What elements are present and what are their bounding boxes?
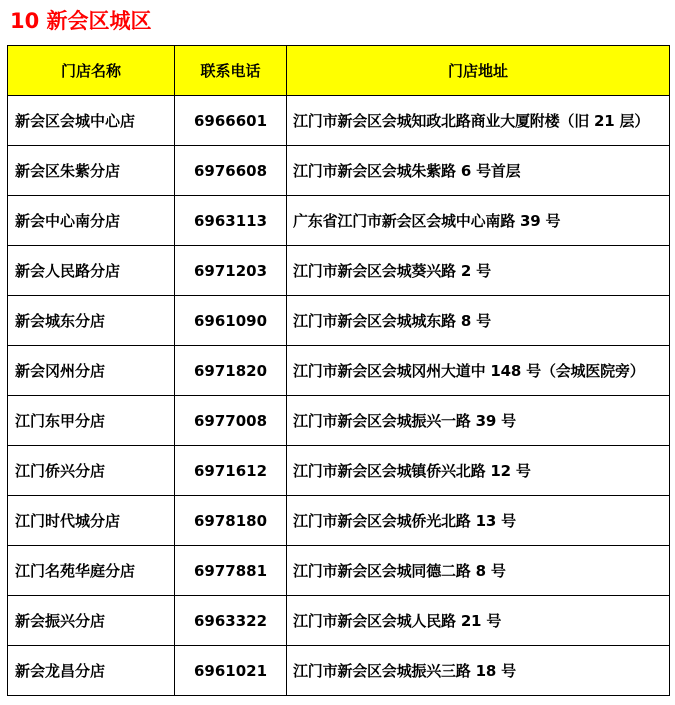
store-name: 江门侨兴分店 [8,446,175,496]
table-row [8,196,670,246]
table-row [8,96,670,146]
table-row [8,146,670,196]
table-header-row [8,46,670,96]
store-name: 新会冈州分店 [8,346,175,396]
store-phone: 6961090 [175,296,287,346]
store-address: 广东省江门市新会区会城中心南路 39 号 [287,196,670,246]
header-address: 门店地址 [287,46,670,96]
store-phone: 6963322 [175,596,287,646]
table-row [8,396,670,446]
table-row [8,546,670,596]
store-phone: 6966601 [175,96,287,146]
store-name: 江门时代城分店 [8,496,175,546]
store-phone: 6963113 [175,196,287,246]
store-address: 江门市新会区会城朱紫路 6 号首层 [287,146,670,196]
table-row [8,646,670,696]
table-row [8,296,670,346]
store-address: 江门市新会区会城侨光北路 13 号 [287,496,670,546]
table-row [8,496,670,546]
store-name: 新会城东分店 [8,296,175,346]
header-phone: 联系电话 [175,46,287,96]
store-phone: 6971820 [175,346,287,396]
store-name: 新会人民路分店 [8,246,175,296]
store-address: 江门市新会区会城振兴一路 39 号 [287,396,670,446]
store-phone: 6971612 [175,446,287,496]
table-row [8,246,670,296]
store-phone: 6978180 [175,496,287,546]
table-row [8,446,670,496]
store-address: 江门市新会区会城同德二路 8 号 [287,546,670,596]
store-name: 新会区会城中心店 [8,96,175,146]
store-phone: 6976608 [175,146,287,196]
store-name: 新会区朱紫分店 [8,146,175,196]
store-address: 江门市新会区会城葵兴路 2 号 [287,246,670,296]
header-store-name: 门店名称 [8,46,175,96]
store-phone: 6977881 [175,546,287,596]
store-phone: 6971203 [175,246,287,296]
store-phone: 6977008 [175,396,287,446]
store-address: 江门市新会区会城振兴三路 18 号 [287,646,670,696]
store-table [7,45,670,696]
store-address: 江门市新会区会城人民路 21 号 [287,596,670,646]
table-row [8,346,670,396]
store-address: 江门市新会区会城镇侨兴北路 12 号 [287,446,670,496]
store-name: 新会龙昌分店 [8,646,175,696]
store-name: 江门名苑华庭分店 [8,546,175,596]
store-name: 新会振兴分店 [8,596,175,646]
store-address: 江门市新会区会城冈州大道中 148 号（会城医院旁） [287,346,670,396]
table-row [8,596,670,646]
store-name: 江门东甲分店 [8,396,175,446]
store-address: 江门市新会区会城城东路 8 号 [287,296,670,346]
store-name: 新会中心南分店 [8,196,175,246]
store-address: 江门市新会区会城知政北路商业大厦附楼（旧 21 层） [287,96,670,146]
store-phone: 6961021 [175,646,287,696]
section-title: 10 新会区城区 [10,9,152,33]
